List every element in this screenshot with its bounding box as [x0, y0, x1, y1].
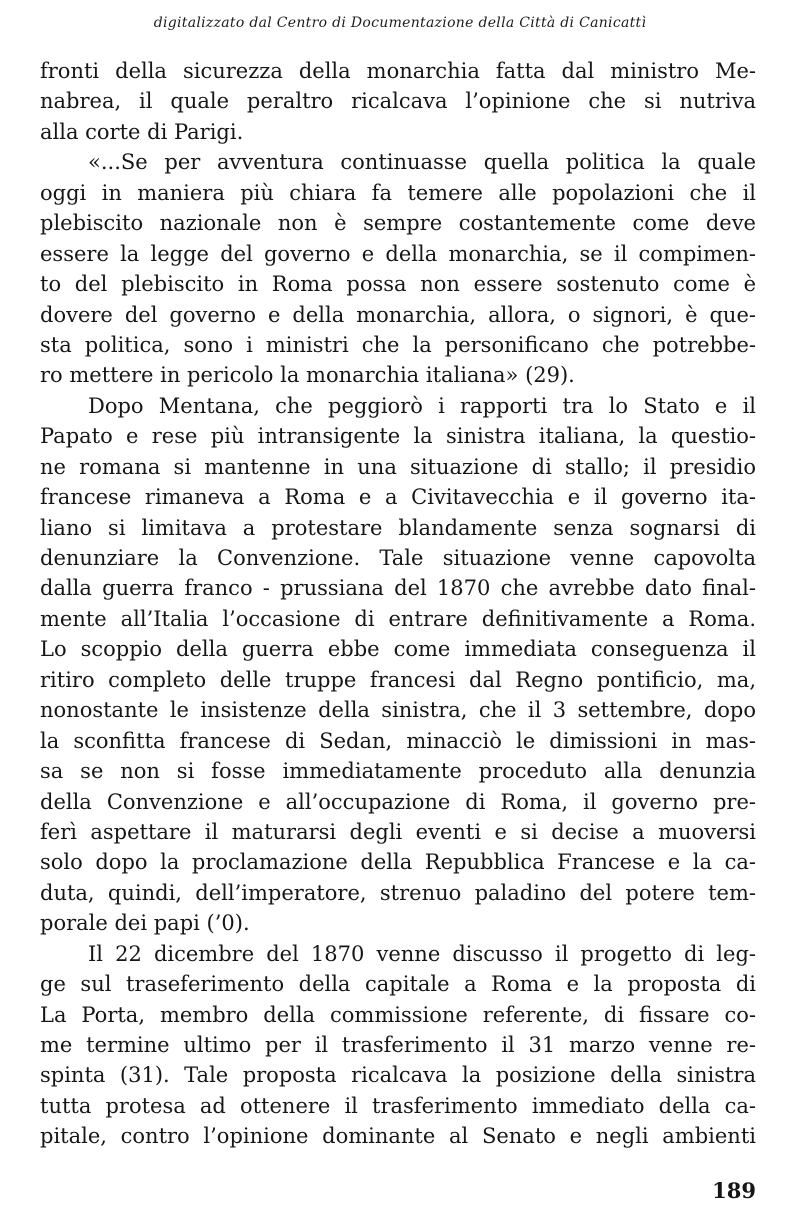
text-line: plebiscito nazionale non è sempre costantemente come deve: [40, 211, 756, 236]
text-line: La Porta, membro della commissione referente, di fissare co-: [40, 1002, 756, 1027]
text-line: fronti della sicurezza della monarchia fatta dal ministro Me-: [40, 59, 756, 83]
text-line: francese rimaneva a Roma e a Civitavecchia e il governo ita-: [40, 485, 756, 510]
text-line: denunziare la Convenzione. Tale situazione venne capovolta: [40, 546, 756, 570]
text-line: nonostante le insistenze della sinistra, che il 3 settembre, dopo: [40, 698, 756, 723]
text-line: sa se non si fosse immediatamente proceduto alla denunzia: [40, 759, 756, 784]
text-line: duta, quindi, dell’imperatore, strenuo paladino del potere tem-: [40, 880, 756, 905]
text-line: Dopo Mentana, che peggiorò i rapporti tra lo Stato e il: [88, 393, 756, 418]
text-line: liano si limitava a protestare blandamente senza sognarsi di: [40, 515, 756, 540]
text-line: to del plebiscito in Roma possa non essere sostenuto come è: [40, 272, 756, 297]
text-line: essere la legge del governo e della monarchia, se il compimen-: [40, 241, 756, 266]
paragraph: [40, 391, 756, 939]
paragraph: [40, 147, 756, 391]
text-line: mente all’Italia l’occasione di entrare definitivamente a Roma.: [40, 606, 756, 631]
text-line: Il 22 dicembre del 1870 venne discusso il progetto di leg-: [88, 941, 756, 966]
body-text: [40, 56, 756, 1152]
text-line: pitale, contro l’opinione dominante al Senato e negli ambienti: [40, 1124, 756, 1149]
text-line: ferì aspettare il maturarsi degli eventi e si decise a muoversi: [40, 819, 756, 844]
page-number: 189: [712, 1178, 756, 1203]
paragraph: [40, 56, 756, 147]
text-line: Papato e rese più intransigente la sinistra italiana, la questio-: [40, 424, 756, 449]
text-line: ritiro completo delle truppe francesi dal Regno pontificio, ma,: [40, 667, 756, 692]
text-line: la sconfitta francese di Sedan, minacciò le dimissioni in mas-: [40, 728, 756, 753]
text-line: «...Se per avventura continuasse quella politica la quale: [88, 150, 756, 175]
text-line: dalla guerra franco - prussiana del 1870 che avrebbe dato final-: [40, 576, 756, 601]
text-line: porale dei papi (’0).: [40, 911, 250, 936]
text-line: nabrea, il quale peraltro ricalcava l’opinione che si nutriva: [40, 89, 756, 114]
text-line: tutta protesa ad ottenere il trasferimento immediato della ca-: [40, 1093, 756, 1118]
text-line: spinta (31). Tale proposta ricalcava la posizione della sinistra: [40, 1063, 756, 1088]
text-line: della Convenzione e all’occupazione di Roma, il governo pre-: [40, 789, 756, 814]
text-line: oggi in maniera più chiara fa temere alle popolazioni che il: [40, 180, 756, 205]
text-line: dovere del governo e della monarchia, allora, o signori, è que-: [40, 302, 756, 327]
text-line: Lo scoppio della guerra ebbe come immediata conseguenza il: [40, 637, 756, 662]
digitization-watermark: digitalizzato dal Centro di Documentazione della Città di Canicattì: [153, 15, 647, 31]
text-line: ne romana si mantenne in una situazione di stallo; il presidio: [40, 454, 756, 479]
text-line: me termine ultimo per il trasferimento il 31 marzo venne re-: [40, 1033, 756, 1057]
text-line: solo dopo la proclamazione della Repubblica Francese e la ca-: [40, 850, 756, 875]
text-line: sta politica, sono i ministri che la personificano che potrebbe-: [40, 332, 756, 357]
text-line: ge sul traseferimento della capitale a Roma e la proposta di: [40, 972, 756, 997]
paragraph: [40, 939, 756, 1152]
text-line: ro mettere in pericolo la monarchia italiana» (29).: [40, 363, 575, 388]
text-line: alla corte di Parigi.: [40, 119, 244, 144]
